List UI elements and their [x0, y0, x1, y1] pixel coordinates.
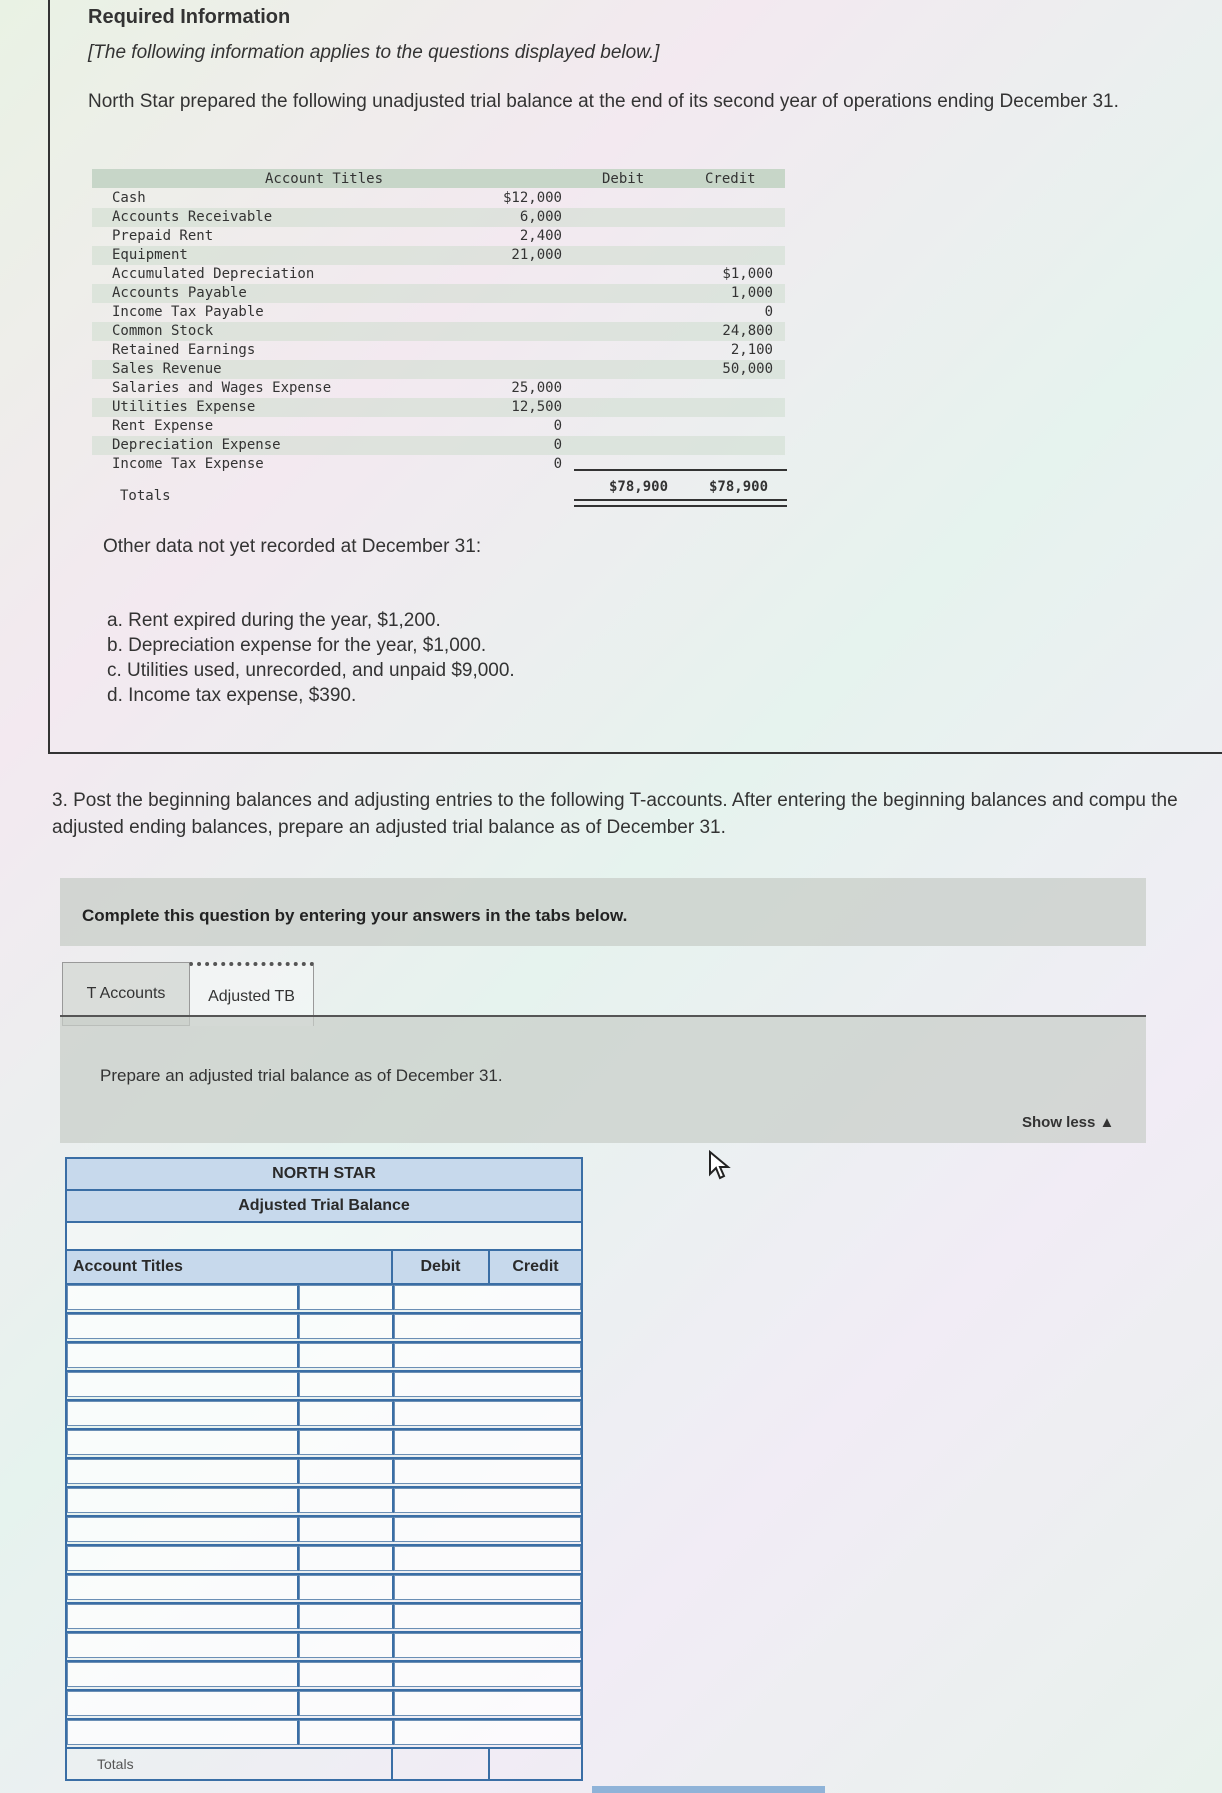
tb-account-title: Cash — [112, 190, 146, 206]
atb-row — [65, 1691, 583, 1720]
totals-double-rule-2 — [574, 505, 787, 507]
tb-col-account-titles: Account Titles — [265, 171, 384, 187]
atb-totals-row — [65, 1749, 583, 1781]
atb-account-input[interactable] — [67, 1633, 299, 1658]
atb-account-input[interactable] — [67, 1372, 299, 1397]
atb-credit-input[interactable] — [394, 1604, 581, 1629]
atb-debit-input[interactable] — [299, 1372, 394, 1397]
atb-account-input[interactable] — [67, 1459, 299, 1484]
tb-row — [92, 436, 785, 455]
atb-debit-input[interactable] — [299, 1662, 394, 1687]
tb-account-title: Sales Revenue — [112, 361, 222, 377]
atb-account-input[interactable] — [67, 1285, 299, 1310]
tb-account-title: Prepaid Rent — [112, 228, 214, 244]
tb-account-title: Salaries and Wages Expense — [112, 380, 332, 396]
tb-row — [92, 417, 785, 436]
mouse-pointer-icon — [708, 1150, 732, 1182]
atb-credit-input[interactable] — [394, 1633, 581, 1658]
tb-row — [92, 303, 785, 322]
tb-debit-value: 2,400 — [519, 228, 562, 244]
atb-debit-input[interactable] — [299, 1459, 394, 1484]
info-box-bottom-border — [48, 752, 1222, 754]
adjustment-item: d. Income tax expense, $390. — [107, 685, 357, 706]
atb-row — [65, 1372, 583, 1401]
atb-credit-input[interactable] — [394, 1575, 581, 1600]
tb-totals-label: Totals — [120, 488, 171, 504]
show-less-button[interactable]: Show less ▲ — [1022, 1114, 1115, 1131]
atb-total-debit — [393, 1749, 490, 1779]
tb-debit-value: 0 — [553, 418, 562, 434]
info-note: [The following information applies to the questions displayed below.] — [88, 42, 660, 63]
atb-credit-input[interactable] — [394, 1430, 581, 1455]
atb-debit-input[interactable] — [299, 1546, 394, 1571]
tb-account-title: Retained Earnings — [112, 342, 256, 358]
info-box-left-border — [48, 0, 50, 754]
tb-debit-value: 25,000 — [511, 380, 562, 396]
tb-credit-value: 0 — [764, 304, 773, 320]
atb-debit-input[interactable] — [299, 1517, 394, 1542]
tb-account-title: Common Stock — [112, 323, 214, 339]
atb-col-account-titles: Account Titles — [67, 1251, 393, 1283]
required-info-title: Required Information — [88, 6, 291, 28]
atb-debit-input[interactable] — [299, 1401, 394, 1426]
atb-credit-input[interactable] — [394, 1546, 581, 1571]
atb-credit-input[interactable] — [394, 1720, 581, 1745]
instructions-text: Complete this question by entering your answers in the tabs below. — [82, 906, 628, 925]
atb-account-input[interactable] — [67, 1314, 299, 1339]
tab-adjusted-tb-label: Adjusted TB — [208, 988, 295, 1005]
atb-debit-input[interactable] — [299, 1691, 394, 1716]
tb-row — [92, 455, 785, 474]
tb-debit-value: 6,000 — [519, 209, 562, 225]
other-data-heading: Other data not yet recorded at December 31: — [103, 536, 482, 557]
atb-account-input[interactable] — [67, 1546, 299, 1571]
atb-account-input[interactable] — [67, 1604, 299, 1629]
atb-credit-input[interactable] — [394, 1488, 581, 1513]
tb-debit-value: 0 — [553, 456, 562, 472]
atb-debit-input[interactable] — [299, 1314, 394, 1339]
atb-credit-input[interactable] — [394, 1343, 581, 1368]
atb-account-input[interactable] — [67, 1662, 299, 1687]
trial-balance-header-bar — [92, 169, 785, 188]
atb-credit-input[interactable] — [394, 1372, 581, 1397]
tb-row — [92, 379, 785, 398]
tb-row — [92, 322, 785, 341]
atb-debit-input[interactable] — [299, 1488, 394, 1513]
atb-col-debit: Debit — [393, 1251, 490, 1283]
atb-debit-input[interactable] — [299, 1285, 394, 1310]
atb-account-input[interactable] — [67, 1488, 299, 1513]
tb-account-title: Income Tax Expense — [112, 456, 264, 472]
tb-row — [92, 208, 785, 227]
atb-debit-input[interactable] — [299, 1720, 394, 1745]
tb-total-debit: $78,900 — [609, 479, 669, 495]
atb-credit-input[interactable] — [394, 1662, 581, 1687]
tb-account-title: Income Tax Payable — [112, 304, 264, 320]
tb-account-title: Accumulated Depreciation — [112, 266, 315, 282]
atb-row — [65, 1343, 583, 1372]
atb-row — [65, 1575, 583, 1604]
atb-account-input[interactable] — [67, 1575, 299, 1600]
instructions-bar — [60, 878, 1146, 946]
tb-debit-value: 12,500 — [511, 399, 562, 415]
panel-prompt: Prepare an adjusted trial balance as of December 31. — [100, 1066, 503, 1085]
tb-account-title: Depreciation Expense — [112, 437, 281, 453]
atb-col-credit: Credit — [512, 1258, 559, 1275]
atb-credit-input[interactable] — [394, 1517, 581, 1542]
tb-credit-value: $1,000 — [722, 266, 773, 282]
tb-row — [92, 284, 785, 303]
atb-row — [65, 1488, 583, 1517]
atb-debit-input[interactable] — [299, 1430, 394, 1455]
atb-row — [65, 1662, 583, 1691]
adjustment-item: a. Rent expired during the year, $1,200. — [107, 610, 441, 631]
tb-row — [92, 189, 785, 208]
tb-row — [92, 341, 785, 360]
atb-row — [65, 1546, 583, 1575]
tb-debit-value: $12,000 — [502, 190, 562, 206]
tb-row — [92, 398, 785, 417]
tb-credit-value: 50,000 — [722, 361, 773, 377]
tb-account-title: Utilities Expense — [112, 399, 256, 415]
atb-credit-input[interactable] — [394, 1459, 581, 1484]
atb-credit-input[interactable] — [394, 1691, 581, 1716]
tb-total-credit: $78,900 — [709, 479, 769, 495]
tb-account-title: Rent Expense — [112, 418, 214, 434]
tb-account-title: Accounts Receivable — [112, 209, 273, 225]
atb-row — [65, 1604, 583, 1633]
atb-row — [65, 1285, 583, 1314]
totals-top-rule — [574, 469, 787, 471]
atb-credit-input[interactable] — [394, 1401, 581, 1426]
tb-credit-value: 1,000 — [730, 285, 773, 301]
bottom-nav-bar — [592, 1786, 825, 1793]
atb-credit-input[interactable] — [394, 1285, 581, 1310]
atb-totals-label: Totals — [67, 1749, 393, 1779]
adjustments-list — [107, 608, 515, 708]
atb-row — [65, 1314, 583, 1343]
atb-debit-input[interactable] — [299, 1633, 394, 1658]
tb-row — [92, 360, 785, 379]
tb-account-title: Equipment — [112, 247, 188, 263]
tb-row — [92, 227, 785, 246]
totals-double-rule-1 — [574, 499, 787, 501]
tb-col-credit: Credit — [705, 171, 756, 187]
atb-debit-input[interactable] — [299, 1575, 394, 1600]
atb-row — [65, 1430, 583, 1459]
tb-debit-value: 0 — [553, 437, 562, 453]
atb-row — [65, 1633, 583, 1662]
atb-account-input[interactable] — [67, 1343, 299, 1368]
atb-row — [65, 1720, 583, 1749]
atb-account-input[interactable] — [67, 1430, 299, 1455]
atb-row — [65, 1517, 583, 1546]
adjustment-item: c. Utilities used, unrecorded, and unpaid $9,000. — [107, 660, 515, 681]
tb-credit-value: 2,100 — [730, 342, 773, 358]
tb-col-debit: Debit — [602, 171, 645, 187]
tb-account-title: Accounts Payable — [112, 285, 247, 301]
atb-company-name: NORTH STAR — [65, 1157, 583, 1191]
atb-account-input[interactable] — [67, 1720, 299, 1745]
tb-row — [92, 246, 785, 265]
adjusted-trial-balance-table — [65, 1157, 583, 1781]
atb-account-input[interactable] — [67, 1691, 299, 1716]
atb-account-input[interactable] — [67, 1401, 299, 1426]
tb-debit-value: 21,000 — [511, 247, 562, 263]
atb-input-rows — [65, 1285, 583, 1749]
atb-credit-input[interactable] — [394, 1314, 581, 1339]
atb-debit-input[interactable] — [299, 1343, 394, 1368]
adjustment-item: b. Depreciation expense for the year, $1,000. — [107, 635, 487, 656]
tab-t-accounts-label: T Accounts — [86, 985, 166, 1002]
tb-row — [92, 265, 785, 284]
atb-account-input[interactable] — [67, 1517, 299, 1542]
atb-debit-input[interactable] — [299, 1604, 394, 1629]
question-text: 3. Post the beginning balances and adjusting entries to the following T-accounts. After entering the beginning balances and compu the adjusted ending balances, prepare an adjusted trial balance as of December 31. — [52, 790, 1178, 838]
atb-row — [65, 1459, 583, 1488]
intro-text: North Star prepared the following unadjusted trial balance at the end of its second year of operations ending December 31. — [88, 91, 1119, 112]
tb-credit-value: 24,800 — [722, 323, 773, 339]
atb-column-headers — [65, 1251, 583, 1285]
atb-date-row — [65, 1223, 583, 1251]
atb-title: Adjusted Trial Balance — [65, 1191, 583, 1223]
atb-row — [65, 1401, 583, 1430]
